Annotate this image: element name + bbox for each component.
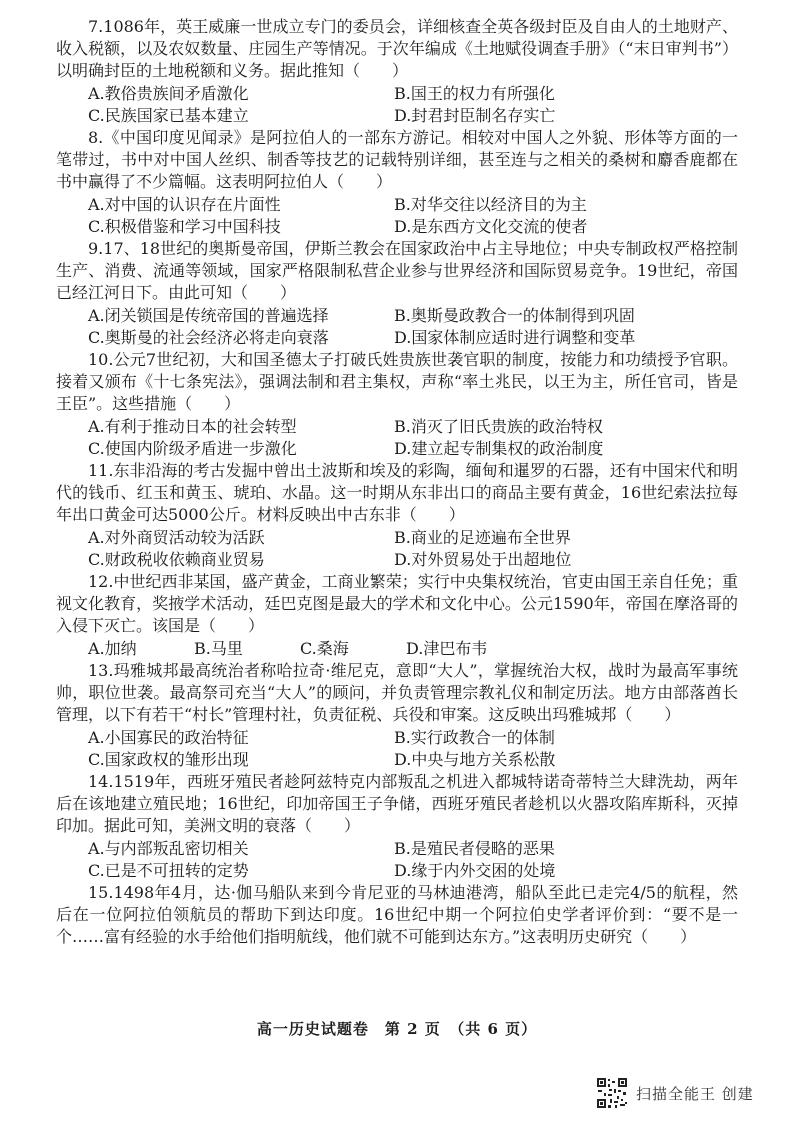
option-a: A.对外商贸活动较为活跃 — [88, 527, 265, 547]
option-b: B.是殖民者侵略的恶果 — [394, 838, 555, 858]
option-a: A.教俗贵族间矛盾激化 — [88, 83, 249, 103]
question-8 — [56, 127, 738, 238]
question-stem: 9.17、18世纪的奥斯曼帝国，伊斯兰教会在国家政治中占主导地位；中央专制政权严格控制生产、消费、流通等领域，国家严格限制私营企业参与世界经济和国际贸易竞争。19世纪，帝国已经江河日下。由此可知（ ） — [56, 239, 738, 303]
question-9 — [56, 238, 738, 349]
option-a: A.与内部叛乱密切相关 — [88, 838, 249, 858]
option-c: C.国家政权的雏形出现 — [88, 749, 249, 769]
options — [56, 638, 738, 660]
option-c: C.桑海 — [300, 638, 349, 658]
option-c: C.使国内阶级矛盾进一步激化 — [88, 438, 297, 458]
option-b: B.马里 — [194, 638, 243, 658]
question-stem: 13.玛雅城邦最高统治者称哈拉奇·维尼克，意即“大人”，掌握统治大权，战时为最高军事统帅，职位世袭。最高祭司充当“大人”的顾问，并负责管理宗教礼仪和制定历法。地方由部落酋长管理，以下有若干“村长”管理村社，负责征税、兵役和审案。这反映出玛雅城邦（ ） — [56, 660, 738, 725]
option-d: D.封君封臣制名存实亡 — [394, 105, 556, 125]
options — [56, 305, 738, 349]
qr-code-icon — [596, 1077, 628, 1109]
option-b: B.奥斯曼政教合一的体制得到巩固 — [394, 305, 635, 325]
question-12 — [56, 571, 738, 660]
option-d: D.建立起专制集权的政治制度 — [394, 438, 604, 458]
question-stem: 7.1086年，英王威廉一世成立专门的委员会，详细核查全英各级封臣及自由人的土地财产、收入税额，以及农奴数量、庄园生产等情况。于次年编成《土地赋役调查手册》（“末日审判书”）以明确封臣的土地税额和义务。据此推知（ ） — [56, 17, 738, 81]
options — [56, 527, 738, 571]
question-15 — [56, 882, 738, 949]
question-10 — [56, 349, 738, 460]
option-a: A.加纳 — [88, 638, 137, 658]
option-b: B.对华交往以经济目的为主 — [394, 194, 587, 214]
options — [56, 838, 738, 882]
question-7 — [56, 16, 738, 127]
option-b: B.国王的权力有所强化 — [394, 83, 555, 103]
option-d: D.国家体制应适时进行调整和变革 — [394, 327, 636, 347]
question-stem: 8.《中国印度见闻录》是阿拉伯人的一部东方游记。相较对中国人之外貌、形体等方面的一笔带过，书中对中国人丝织、制香等技艺的记载特别详细，甚至连与之相关的桑树和麝香鹿都在书中赢得了不少篇幅。这表明阿拉伯人（ ） — [56, 128, 738, 192]
option-b: B.消灭了旧氏贵族的政治特权 — [394, 416, 603, 436]
option-d: D.是东西方文化交流的使者 — [394, 216, 588, 236]
options — [56, 194, 738, 238]
question-13 — [56, 660, 738, 771]
option-d: D.津巴布韦 — [406, 638, 488, 658]
option-a: A.闭关锁国是传统帝国的普遍选择 — [88, 305, 329, 325]
option-a: A.小国寡民的政治特征 — [88, 727, 249, 747]
option-c: C.已是不可扭转的定势 — [88, 860, 249, 880]
option-b: B.实行政教合一的体制 — [394, 727, 555, 747]
options — [56, 416, 738, 460]
option-c: C.财政税收依赖商业贸易 — [88, 549, 265, 569]
options — [56, 727, 738, 771]
option-b: B.商业的足迹遍布全世界 — [394, 527, 571, 547]
page-footer: 高一历史试题卷 第 2 页 （共 6 页） — [256, 1020, 538, 1038]
question-stem: 11.东非沿海的考古发掘中曾出土波斯和埃及的彩陶，缅甸和暹罗的石器，还有中国宋代和明代的钱币、红玉和黄玉、琥珀、水晶。这一时期从东非出口的商品主要有黄金，16世纪索法拉每年出口黄金可达5000公斤。材料反映出中古东非（ ） — [56, 461, 738, 525]
option-c: C.积极借鉴和学习中国科技 — [88, 216, 281, 236]
option-c: C.奥斯曼的社会经济必将走向衰落 — [88, 327, 329, 347]
scanner-watermark — [596, 1076, 754, 1110]
option-a: A.有利于推动日本的社会转型 — [88, 416, 297, 436]
option-d: D.中央与地方关系松散 — [394, 749, 556, 769]
question-stem: 10.公元7世纪初，大和国圣德太子打破氏姓贵族世袭官职的制度，按能力和功绩授予官职。接着又颁布《十七条宪法》，强调法制和君主集权，声称“率土兆民，以王为主，所任官司，皆是王臣”。这些措施（ ） — [56, 350, 738, 414]
option-d: D.缘于内外交困的处境 — [394, 860, 556, 880]
question-stem: 14.1519年，西班牙殖民者趁阿兹特克内部叛乱之机进入都城特诺奇蒂特兰大肆洗劫，两年后在该地建立殖民地；16世纪，印加帝国王子争储，西班牙殖民者趁机以火器攻陷库斯科，灭掉印加。据此可知，美洲文明的衰落（ ） — [56, 771, 738, 836]
options — [56, 83, 738, 127]
exam-page — [56, 16, 738, 949]
option-a: A.对中国的认识存在片面性 — [88, 194, 281, 214]
question-14 — [56, 771, 738, 882]
option-c: C.民族国家已基本建立 — [88, 105, 249, 125]
question-stem: 12.中世纪西非某国，盛产黄金，工商业繁荣；实行中央集权统治，官吏由国王亲自任免；重视文化教育，奖掖学术活动，廷巴克图是最大的学术和文化中心。公元1590年，帝国在摩洛哥的入侵下灭亡。该国是（ ） — [56, 572, 738, 636]
option-d: D.对外贸易处于出超地位 — [394, 549, 572, 569]
question-11 — [56, 460, 738, 571]
question-stem: 15.1498年4月，达·伽马船队来到今肯尼亚的马林迪港湾，船队至此已走完4/5的航程，然后在一位阿拉伯领航员的帮助下到达印度。16世纪中期一个阿拉伯史学者评价到：“要不是一个……富有经验的水手给他们指明航线，他们就不可能到达东方。”这表明历史研究（ ） — [56, 882, 738, 947]
watermark-text: 扫描全能王 创建 — [636, 1084, 754, 1103]
